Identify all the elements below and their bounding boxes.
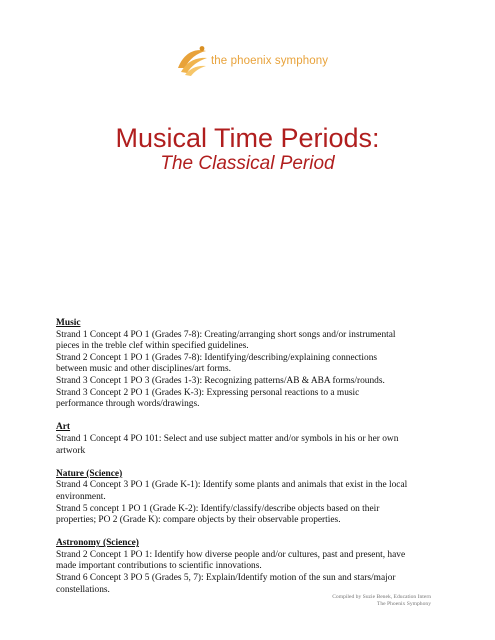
section-heading: Music xyxy=(56,318,81,328)
page-title: Musical Time Periods: xyxy=(115,123,380,153)
section-heading: Astronomy (Science) xyxy=(56,538,139,549)
logo-text: the phoenix symphony xyxy=(211,55,329,67)
section-nature-science xyxy=(56,469,456,527)
logo xyxy=(175,44,335,78)
section-line: pieces in the treble clef within specified guidelines. xyxy=(56,341,249,352)
section-line: Strand 5 concept 1 PO 1 (Grade K-2): Identify/classify/describe objects based on their xyxy=(56,503,380,514)
section-line: properties; PO 2 (Grade K): compare objects by their observable properties. xyxy=(56,515,341,526)
section-line: Strand 3 Concept 2 PO 1 (Grades K-3): Expressing personal reactions to a music xyxy=(56,387,360,398)
section-music xyxy=(56,318,456,411)
section-heading: Art xyxy=(56,422,71,433)
footer-credit xyxy=(332,594,431,608)
footer-compiled-by: Compiled by Suzie Benek, Education Intern xyxy=(332,594,431,600)
section-art xyxy=(56,422,456,457)
section-line: performance through words/drawings. xyxy=(56,399,200,410)
section-line: Strand 1 Concept 4 PO 1 (Grades 7-8): Creating/arranging short songs and/or instrumental xyxy=(56,329,396,340)
section-line: between music and other disciplines/art forms. xyxy=(56,364,231,375)
section-line: Strand 3 Concept 1 PO 3 (Grades 1-3): Recognizing patterns/AB & ABA forms/rounds. xyxy=(56,375,385,386)
section-line: Strand 1 Concept 4 PO 101: Select and use subject matter and/or symbols in his or her own xyxy=(56,433,399,444)
footer-organization: The Phoenix Symphony xyxy=(376,601,431,607)
section-line: environment. xyxy=(56,491,106,502)
section-line: Strand 4 Concept 3 PO 1 (Grade K-1): Identify some plants and animals that exist in the local xyxy=(56,480,408,491)
phoenix-logo-icon xyxy=(175,44,209,78)
standards-content xyxy=(56,318,456,596)
page-subtitle: The Classical Period xyxy=(160,153,335,174)
section-line: Strand 6 Concept 3 PO 5 (Grades 5, 7): Explain/Identify motion of the sun and stars/major xyxy=(56,573,396,584)
section-line: artwork xyxy=(56,445,86,456)
section-line: constellations. xyxy=(56,584,110,595)
section-line: Strand 2 Concept 1 PO 1: Identify how diverse people and/or cultures, past and present, have xyxy=(56,549,406,560)
section-heading: Nature (Science) xyxy=(56,468,123,479)
section-astronomy-science xyxy=(56,538,456,596)
section-line: Strand 2 Concept 1 PO 1 (Grades 7-8): Identifying/describing/explaining connections xyxy=(56,352,378,363)
section-line: made important contributions to scientific innovations. xyxy=(56,561,262,572)
